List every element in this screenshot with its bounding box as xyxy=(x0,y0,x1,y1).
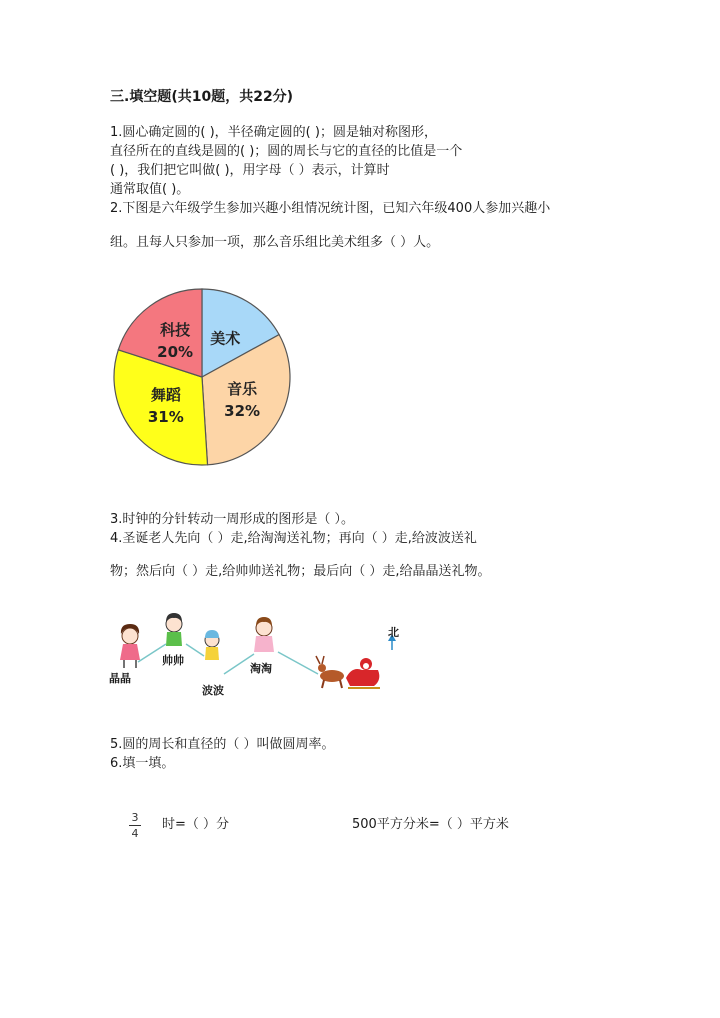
q4-line1: 4.圣诞老人先向（ ）走,给淘淘送礼物；再向（ ）走,给波波送礼 xyxy=(110,531,477,546)
q5-text: 5.圆的周长和直径的（ ）叫做圆周率。 xyxy=(110,737,335,752)
child-bobo xyxy=(205,630,219,660)
q1-line2: 直径所在的直线是圆的( )；圆的周长与它的直径的比值是一个 xyxy=(110,144,463,159)
q4-line2: 物；然后向（ ）走,给帅帅送礼物；最后向（ ）走,给晶晶送礼物。 xyxy=(110,564,491,579)
north-label: 北 xyxy=(388,626,399,639)
child-taotao xyxy=(254,617,274,652)
q1-line1: 1.圆心确定圆的( )，半径确定圆的( )；圆是轴对称图形， xyxy=(110,125,437,140)
name-shuaishuai: 帅帅 xyxy=(162,654,184,667)
name-jingjing: 晶晶 xyxy=(109,672,131,685)
path-line xyxy=(278,652,318,674)
pie-slice-label: 美术 xyxy=(210,329,241,348)
fraction-denominator: 4 xyxy=(131,827,139,840)
santa-sleigh-icon xyxy=(316,656,380,688)
q1-line4: 通常取值( )。 xyxy=(110,182,190,197)
q6-item2: 500平方分米=（ ）平方米 xyxy=(352,817,509,832)
q1-line3: ( )，我们把它叫做( )，用字母（ ）表示，计算时 xyxy=(110,163,390,178)
q2-line1: 2.下图是六年级学生参加兴趣小组情况统计图，已知六年级400人参加兴趣小 xyxy=(110,201,551,216)
q6-item1: 时=（ ）分 xyxy=(162,817,230,832)
section-title: 三.填空题(共10题，共22分) xyxy=(110,89,294,105)
pie-slice-label: 音乐 xyxy=(227,380,258,399)
name-taotao: 淘淘 xyxy=(250,662,272,675)
pie-slice-label: 科技 xyxy=(160,320,191,339)
fraction-bar xyxy=(129,825,141,826)
name-bobo: 波波 xyxy=(202,684,224,697)
child-jingjing xyxy=(120,624,140,668)
path-line xyxy=(186,644,204,656)
pie-slice-value: 32% xyxy=(224,402,261,421)
q3-text: 3.时钟的分针转动一周形成的图形是（ ）。 xyxy=(110,512,355,527)
q2-line2: 组。且每人只参加一项，那么音乐组比美术组多（ ）人。 xyxy=(110,235,440,250)
fraction-numerator: 3 xyxy=(131,811,139,824)
pie-slice-value: 31% xyxy=(147,408,184,427)
child-shuaishuai xyxy=(166,613,182,646)
direction-map xyxy=(108,616,408,696)
pie-slice-label: 舞蹈 xyxy=(150,386,181,405)
pie-slice-value: 20% xyxy=(157,342,194,361)
q6-title: 6.填一填。 xyxy=(110,756,175,771)
pie-chart xyxy=(110,285,300,475)
